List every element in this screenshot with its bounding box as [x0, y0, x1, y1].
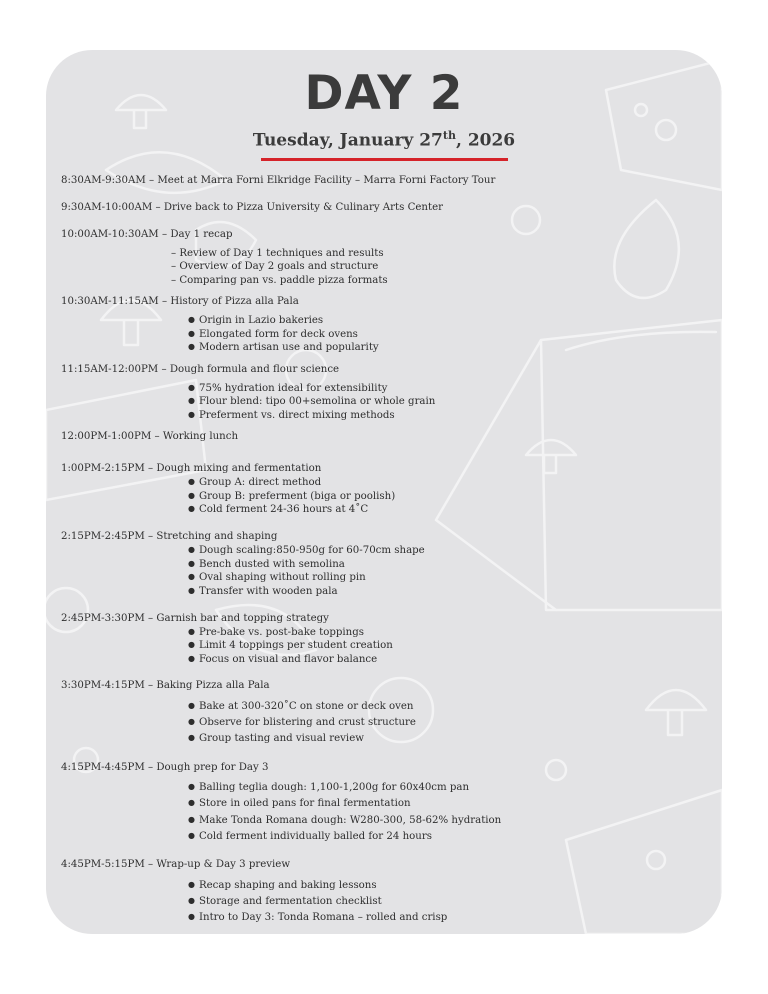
session-detail-item: ● Balling teglia dough: 1,100-1,200g for 60x40cm pan	[188, 781, 469, 794]
session-detail-item: ● Cold ferment individually balled for 24 hours	[188, 830, 432, 843]
session-title: Baking Pizza alla Pala	[156, 680, 270, 691]
session-title: Drive back to Pizza University & Culinary Arts Center	[163, 202, 443, 213]
session-heading: 8:30AM-9:30AM – Meet at Marra Forni Elkridge Facility – Marra Forni Factory Tour	[61, 175, 496, 186]
session-title: History of Pizza alla Pala	[170, 296, 299, 307]
session-heading: 3:30PM-4:15PM – Baking Pizza alla Pala	[61, 680, 270, 691]
session-detail-item: – Comparing pan vs. paddle pizza formats	[171, 275, 388, 286]
session-detail-item: ● Dough scaling:850-950g for 60-70cm shape	[188, 544, 425, 557]
session-title: Dough prep for Day 3	[156, 762, 269, 773]
session-time: 12:00PM-1:00PM	[61, 431, 152, 442]
session-detail-item: ● Intro to Day 3: Tonda Romana – rolled and crisp	[188, 911, 447, 924]
session-time: 2:15PM-2:45PM	[61, 531, 145, 542]
session-title: Wrap-up & Day 3 preview	[156, 859, 291, 870]
session-heading: 9:30AM-10:00AM – Drive back to Pizza University & Culinary Arts Center	[61, 202, 443, 213]
session-detail-item: ● Group B: preferment (biga or poolish)	[188, 490, 395, 503]
session-detail-item: ● Oval shaping without rolling pin	[188, 571, 366, 584]
session-heading: 12:00PM-1:00PM – Working lunch	[61, 431, 239, 442]
session-title: Working lunch	[162, 431, 239, 442]
date-subtitle: Tuesday, January 27th, 2026	[252, 129, 516, 151]
session-detail-item: ● Limit 4 toppings per student creation	[188, 639, 393, 652]
session-heading: 10:30AM-11:15AM – History of Pizza alla Pala	[61, 296, 299, 307]
session-time: 10:30AM-11:15AM	[61, 296, 159, 307]
session-detail-item: ● Make Tonda Romana dough: W280-300, 58-62% hydration	[188, 814, 501, 827]
session-heading: 11:15AM-12:00PM – Dough formula and flour science	[61, 364, 340, 375]
session-detail-item: ● Pre-bake vs. post-bake toppings	[188, 626, 364, 639]
session-detail-item: – Overview of Day 2 goals and structure	[171, 261, 379, 272]
schedule-card	[46, 50, 722, 934]
session-title: Dough formula and flour science	[169, 364, 340, 375]
session-time: 10:00AM-10:30AM	[61, 229, 159, 240]
session-time: 2:45PM-3:30PM	[61, 613, 145, 624]
session-detail-item: ● Modern artisan use and popularity	[188, 341, 379, 354]
session-detail-item: ● Bench dusted with semolina	[188, 558, 345, 571]
session-time: 4:45PM-5:15PM	[61, 859, 145, 870]
session-time: 11:15AM-12:00PM	[61, 364, 159, 375]
session-detail-item: ● Recap shaping and baking lessons	[188, 879, 377, 892]
session-title: Day 1 recap	[170, 229, 233, 240]
session-detail-item: ● Observe for blistering and crust structure	[188, 716, 416, 729]
session-time: 1:00PM-2:15PM	[61, 463, 145, 474]
session-detail-item: ● Cold ferment 24-36 hours at 4˚C	[188, 503, 368, 516]
session-heading: 2:45PM-3:30PM – Garnish bar and topping strategy	[61, 613, 329, 624]
session-time: 4:15PM-4:45PM	[61, 762, 145, 773]
session-time: 8:30AM-9:30AM	[61, 175, 146, 186]
session-detail-item: ● Elongated form for deck ovens	[188, 328, 358, 341]
session-detail-item: ● 75% hydration ideal for extensibility	[188, 382, 387, 395]
page-title: DAY 2	[304, 66, 464, 121]
session-detail-item: ● Transfer with wooden pala	[188, 585, 338, 598]
session-detail-item: ● Bake at 300-320˚C on stone or deck oven	[188, 700, 413, 713]
session-detail-item: ● Origin in Lazio bakeries	[188, 314, 323, 327]
session-detail-item: ● Focus on visual and flavor balance	[188, 653, 377, 666]
session-detail-item: – Review of Day 1 techniques and results	[171, 248, 384, 259]
session-time: 9:30AM-10:00AM	[61, 202, 153, 213]
session-detail-item: ● Flour blend: tipo 00+semolina or whole grain	[188, 395, 435, 408]
red-divider	[261, 158, 508, 161]
session-heading: 4:45PM-5:15PM – Wrap-up & Day 3 preview	[61, 859, 291, 870]
session-title: Meet at Marra Forni Elkridge Facility – Marra Forni Factory Tour	[157, 175, 496, 186]
session-title: Dough mixing and fermentation	[156, 463, 322, 474]
session-heading: 2:15PM-2:45PM – Stretching and shaping	[61, 531, 278, 542]
session-heading: 4:15PM-4:45PM – Dough prep for Day 3	[61, 762, 269, 773]
session-heading: 10:00AM-10:30AM – Day 1 recap	[61, 229, 233, 240]
session-time: 3:30PM-4:15PM	[61, 680, 145, 691]
session-detail-item: ● Preferment vs. direct mixing methods	[188, 409, 395, 422]
session-detail-item: ● Store in oiled pans for final fermentation	[188, 797, 411, 810]
session-detail-item: ● Storage and fermentation checklist	[188, 895, 382, 908]
session-title: Stretching and shaping	[156, 531, 278, 542]
session-heading: 1:00PM-2:15PM – Dough mixing and fermentation	[61, 463, 322, 474]
session-detail-item: ● Group A: direct method	[188, 476, 321, 489]
session-title: Garnish bar and topping strategy	[156, 613, 329, 624]
session-detail-item: ● Group tasting and visual review	[188, 732, 364, 745]
